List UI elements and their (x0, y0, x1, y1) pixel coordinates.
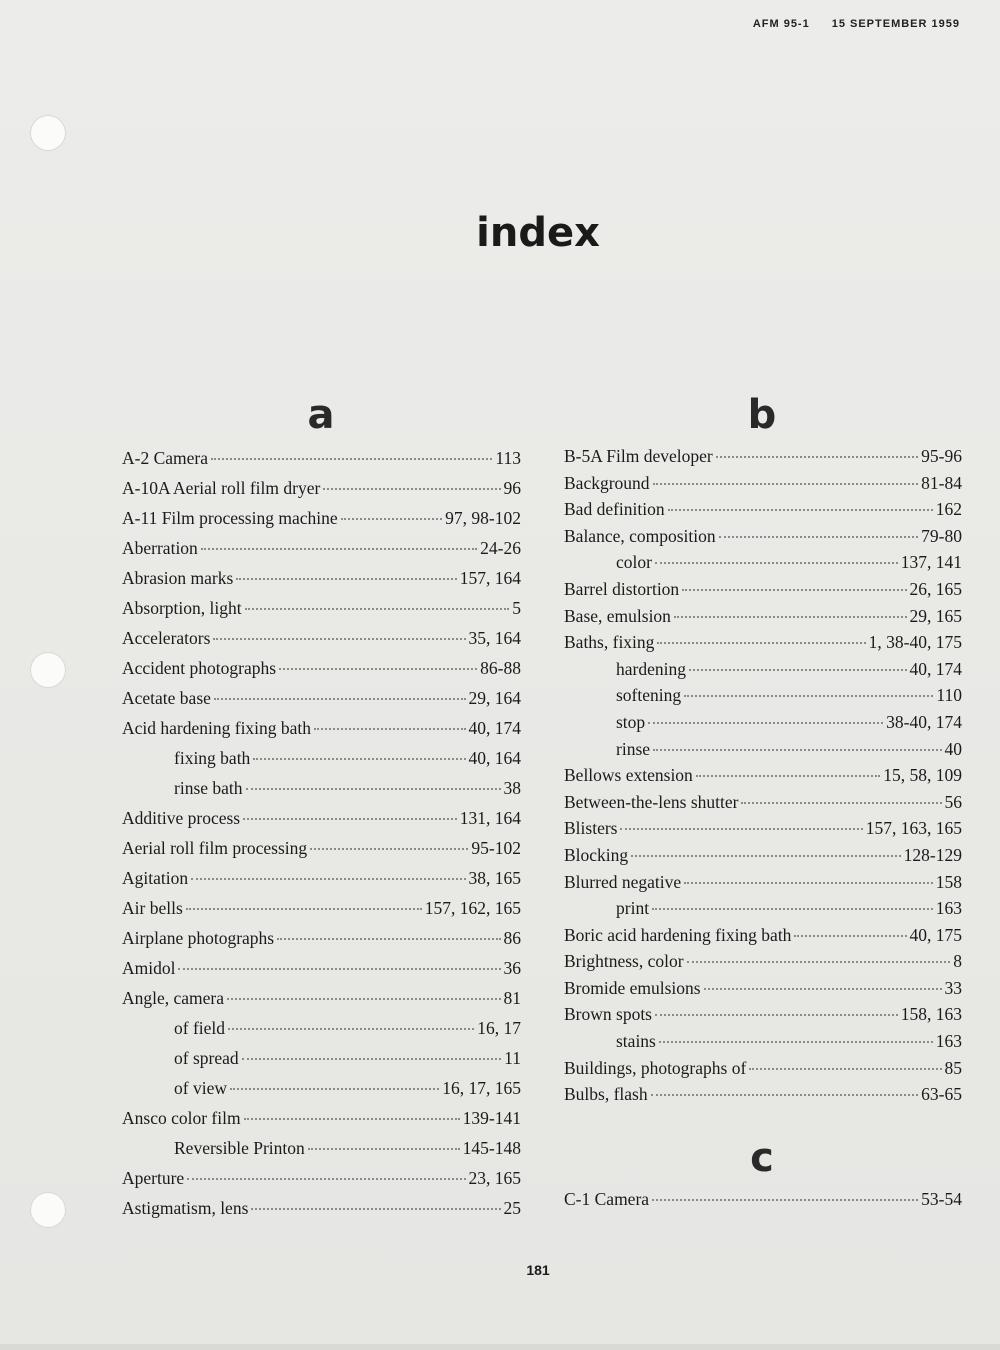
index-term: Blocking (564, 844, 629, 865)
index-term: Background (564, 472, 650, 493)
index-term: Barrel distortion (564, 578, 680, 599)
index-pages: 24-26 (480, 538, 521, 558)
index-pages: 29, 164 (468, 688, 521, 708)
index-entry (122, 958, 521, 988)
index-term: color (616, 552, 652, 573)
index-entry (122, 898, 521, 928)
index-pages: 5 (512, 598, 521, 618)
dot-leader (310, 848, 468, 850)
index-entry (564, 446, 962, 473)
dot-leader (655, 562, 898, 564)
dot-leader (749, 1068, 941, 1070)
index-pages: 157, 163, 165 (865, 818, 962, 839)
index-term: rinse bath (174, 778, 243, 798)
dot-leader (696, 775, 880, 777)
dot-leader (236, 578, 456, 580)
index-term: stains (616, 1031, 656, 1052)
index-entry (564, 739, 962, 766)
index-pages: 139-141 (462, 1108, 521, 1128)
binder-hole (30, 1192, 66, 1228)
dot-leader (341, 518, 443, 520)
index-pages: 16, 17 (477, 1018, 521, 1038)
index-entry (122, 838, 521, 868)
index-term: Baths, fixing (564, 632, 655, 653)
index-term: of spread (174, 1048, 239, 1068)
index-pages: 96 (503, 478, 521, 498)
index-term: Acetate base (122, 688, 211, 708)
dot-leader (719, 536, 919, 538)
dot-leader (657, 642, 865, 644)
dot-leader (323, 488, 500, 490)
dot-leader (191, 878, 465, 880)
index-term: Aberration (122, 538, 198, 558)
dot-leader (244, 1118, 460, 1120)
index-pages: 40, 174 (909, 658, 962, 679)
index-pages: 81 (503, 988, 521, 1008)
dot-leader (704, 988, 942, 990)
index-pages: 97, 98-102 (445, 508, 521, 528)
index-term: hardening (616, 658, 686, 679)
index-term: Bellows extension (564, 765, 693, 786)
index-entry (564, 579, 962, 606)
index-term: Angle, camera (122, 988, 225, 1008)
dot-leader (620, 828, 862, 830)
dot-leader (213, 638, 465, 640)
index-term: Accident photographs (122, 658, 277, 678)
index-list-a (122, 448, 521, 1228)
section-letter-c: c (750, 1135, 774, 1181)
index-pages: 95-96 (921, 446, 962, 466)
index-term: Blurred negative (564, 871, 682, 892)
index-term: Ansco color film (122, 1108, 241, 1128)
index-entry (564, 845, 962, 872)
index-entry (122, 1168, 521, 1198)
index-pages: 35, 164 (468, 628, 521, 648)
dot-leader (243, 818, 457, 820)
dot-leader (186, 908, 422, 910)
index-entry (564, 925, 962, 952)
index-entry (564, 1031, 962, 1058)
dot-leader (187, 1178, 465, 1180)
index-pages: 163 (935, 1031, 962, 1052)
index-pages: 29, 165 (909, 605, 962, 626)
index-term: Astigmatism, lens (122, 1198, 249, 1218)
index-term: Buildings, photographs of (564, 1057, 747, 1078)
index-pages: 162 (935, 499, 962, 520)
index-pages: 33 (944, 977, 962, 998)
section-letter-a: a (307, 392, 335, 438)
index-term: Aperture (122, 1168, 185, 1188)
index-list-c (564, 1189, 962, 1216)
index-entry (122, 868, 521, 898)
index-term: Absorption, light (122, 598, 242, 618)
dot-leader (687, 961, 951, 963)
index-term: softening (616, 685, 682, 706)
index-entry (564, 1084, 962, 1111)
index-entry (122, 688, 521, 718)
index-term: Boric acid hardening fixing bath (564, 924, 792, 945)
index-term: Amidol (122, 958, 176, 978)
index-entry (122, 988, 521, 1018)
index-entry (122, 1048, 521, 1078)
dot-leader (201, 548, 477, 550)
index-term: Airplane photographs (122, 928, 275, 948)
index-entry (122, 628, 521, 658)
index-pages: 15, 58, 109 (883, 765, 962, 786)
index-pages: 23, 165 (468, 1168, 521, 1188)
index-pages: 26, 165 (909, 578, 962, 599)
index-entry (564, 951, 962, 978)
index-pages: 137, 141 (900, 552, 962, 573)
index-entry (564, 473, 962, 500)
binder-hole (30, 115, 66, 151)
dot-leader (668, 509, 933, 511)
doc-date: 15 SEPTEMBER 1959 (831, 18, 960, 30)
dot-leader (279, 668, 477, 670)
index-pages: 157, 162, 165 (424, 898, 521, 918)
index-pages: 53-54 (921, 1189, 962, 1209)
doc-id: AFM 95-1 (752, 18, 810, 30)
running-header (753, 18, 960, 30)
dot-leader (684, 882, 933, 884)
index-entry (564, 978, 962, 1005)
index-pages: 38, 165 (468, 868, 521, 888)
index-entry (564, 499, 962, 526)
index-entry (122, 568, 521, 598)
index-pages: 40 (944, 738, 962, 759)
index-entry (564, 898, 962, 925)
dot-leader (684, 695, 933, 697)
index-entry (122, 748, 521, 778)
index-term: Air bells (122, 898, 183, 918)
dot-leader (314, 728, 465, 730)
index-pages: 110 (936, 685, 962, 706)
index-term: of view (174, 1078, 227, 1098)
index-pages: 38-40, 174 (886, 711, 962, 732)
index-pages: 38 (503, 778, 521, 798)
index-entry (122, 598, 521, 628)
index-entry (122, 778, 521, 808)
index-entry (122, 658, 521, 688)
dot-leader (651, 1094, 919, 1096)
index-entry (564, 526, 962, 553)
index-term: C-1 Camera (564, 1189, 650, 1209)
index-term: of field (174, 1018, 226, 1038)
dot-leader (652, 1199, 918, 1201)
dot-leader (682, 589, 906, 591)
page-number: 181 (526, 1262, 550, 1278)
index-pages: 158, 163 (900, 1004, 962, 1025)
index-entry (564, 659, 962, 686)
dot-leader (253, 758, 465, 760)
index-term: Acid hardening fixing bath (122, 718, 312, 738)
index-pages: 40, 164 (468, 748, 521, 768)
dot-leader (652, 908, 933, 910)
index-entry (122, 448, 521, 478)
index-pages: 36 (503, 958, 521, 978)
index-term: A-11 Film processing machine (122, 508, 338, 528)
index-term: print (616, 898, 650, 919)
index-term: A-2 Camera (122, 448, 209, 468)
index-term: Aerial roll film processing (122, 838, 308, 858)
index-term: B-5A Film developer (564, 446, 713, 466)
index-pages: 131, 164 (459, 808, 521, 828)
index-term: fixing bath (174, 748, 251, 768)
index-term: Abrasion marks (122, 568, 234, 588)
dot-leader (242, 1058, 502, 1060)
index-entry (564, 606, 962, 633)
index-term: Balance, composition (564, 525, 716, 546)
index-entry (122, 928, 521, 958)
index-entry (122, 1108, 521, 1138)
dot-leader (227, 998, 500, 1000)
index-term: Accelerators (122, 628, 211, 648)
index-entry (564, 765, 962, 792)
dot-leader (648, 722, 883, 724)
index-pages: 163 (935, 898, 962, 919)
dot-leader (211, 458, 492, 460)
index-pages: 16, 17, 165 (442, 1078, 521, 1098)
index-entry (122, 1198, 521, 1228)
index-entry (122, 478, 521, 508)
index-pages: 79-80 (921, 525, 962, 546)
index-term: Reversible Printon (174, 1138, 305, 1158)
index-term: Bulbs, flash (564, 1084, 648, 1105)
index-pages: 81-84 (921, 472, 962, 493)
index-pages: 86 (503, 928, 521, 948)
index-term: A-10A Aerial roll film dryer (122, 478, 321, 498)
index-pages: 95-102 (471, 838, 521, 858)
dot-leader (631, 855, 901, 857)
index-pages: 113 (495, 448, 521, 468)
dot-leader (741, 802, 941, 804)
dot-leader (277, 938, 500, 940)
dot-leader (689, 669, 907, 671)
index-term: Bromide emulsions (564, 977, 701, 998)
index-pages: 56 (944, 791, 962, 812)
index-pages: 128-129 (903, 844, 962, 865)
dot-leader (228, 1028, 474, 1030)
index-pages: 40, 175 (909, 924, 962, 945)
section-letter-b: b (747, 392, 777, 438)
index-entry (564, 1189, 962, 1216)
index-entry (122, 538, 521, 568)
index-entry (122, 718, 521, 748)
index-entry (564, 818, 962, 845)
index-entry (564, 685, 962, 712)
index-pages: 85 (944, 1057, 962, 1078)
dot-leader (653, 749, 941, 751)
index-entry (122, 1078, 521, 1108)
dot-leader (214, 698, 466, 700)
index-list-b (564, 446, 962, 1111)
page-edge (0, 1344, 1000, 1350)
index-pages: 40, 174 (468, 718, 521, 738)
index-pages: 25 (503, 1198, 521, 1218)
dot-leader (245, 608, 510, 610)
index-pages: 8 (953, 951, 962, 972)
index-entry (564, 1058, 962, 1085)
binder-hole (30, 652, 66, 688)
index-pages: 86-88 (480, 658, 521, 678)
index-pages: 157, 164 (459, 568, 521, 588)
index-term: Between-the-lens shutter (564, 791, 739, 812)
index-term: Additive process (122, 808, 241, 828)
index-entry (564, 712, 962, 739)
index-pages: 145-148 (462, 1138, 521, 1158)
index-term: Brown spots (564, 1004, 652, 1025)
index-entry (564, 632, 962, 659)
dot-leader (251, 1208, 500, 1210)
dot-leader (659, 1041, 933, 1043)
index-pages: 1, 38-40, 175 (868, 632, 962, 653)
dot-leader (655, 1014, 898, 1016)
index-term: Blisters (564, 818, 618, 839)
index-entry (122, 1138, 521, 1168)
index-term: Agitation (122, 868, 189, 888)
dot-leader (674, 616, 907, 618)
dot-leader (716, 456, 918, 458)
index-term: Bad definition (564, 499, 665, 520)
index-entry (564, 1004, 962, 1031)
index-entry (122, 1018, 521, 1048)
page-title: index (476, 210, 600, 256)
index-term: stop (616, 711, 646, 732)
dot-leader (246, 788, 501, 790)
index-entry (564, 872, 962, 899)
index-pages: 11 (504, 1048, 521, 1068)
index-entry (564, 792, 962, 819)
index-term: Base, emulsion (564, 605, 671, 626)
index-term: Brightness, color (564, 951, 684, 972)
index-pages: 63-65 (921, 1084, 962, 1105)
dot-leader (794, 935, 906, 937)
dot-leader (653, 483, 919, 485)
index-pages: 158 (935, 871, 962, 892)
index-entry (564, 552, 962, 579)
index-term: rinse (616, 738, 651, 759)
dot-leader (230, 1088, 439, 1090)
index-entry (122, 508, 521, 538)
dot-leader (308, 1148, 460, 1150)
index-entry (122, 808, 521, 838)
dot-leader (178, 968, 500, 970)
